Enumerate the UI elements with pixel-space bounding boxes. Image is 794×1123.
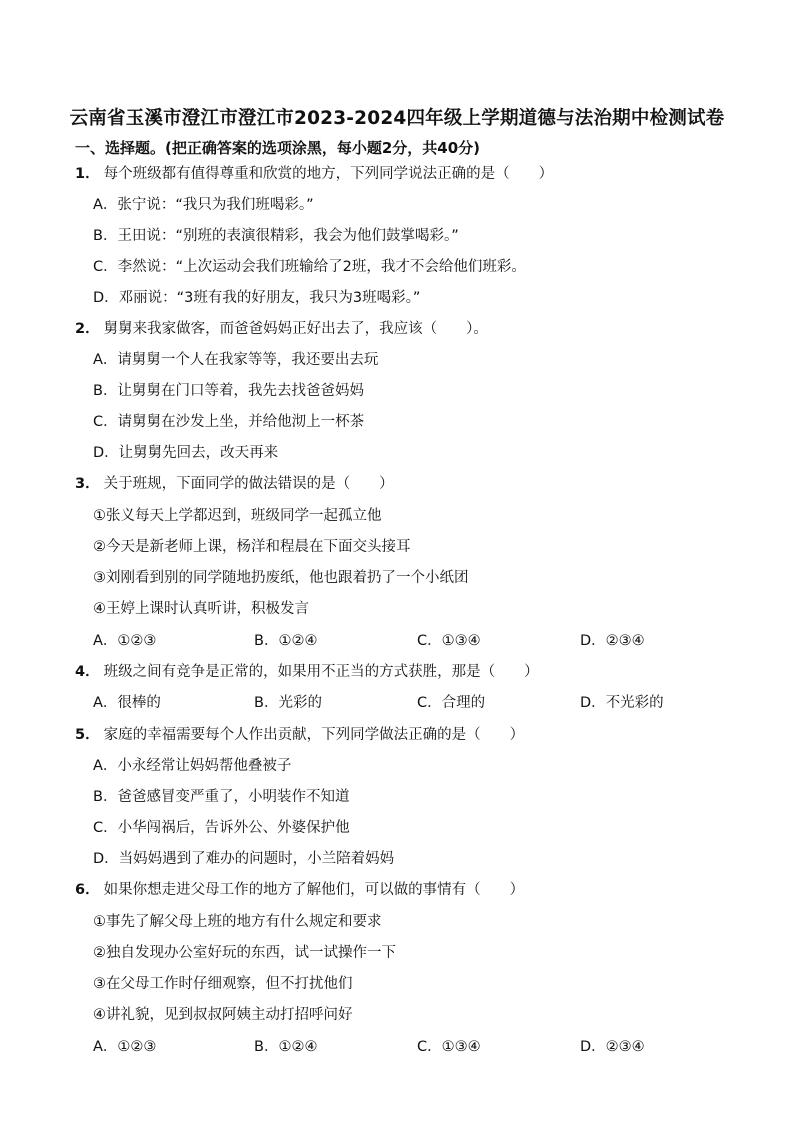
question-number: 3．	[75, 476, 100, 492]
question-6	[75, 880, 524, 900]
question-number: 1．	[75, 166, 100, 182]
question-5	[75, 725, 524, 745]
q5-option-c: C．小华闯祸后，告诉外公、外婆保护他	[93, 820, 350, 836]
q6-choice-c: C．①③④	[417, 1039, 481, 1055]
q1-option-c: C．李然说：“上次运动会我们班输给了2班，我才不会给他们班彩。	[93, 259, 526, 275]
q6-statement-4: ④讲礼貌，见到叔叔阿姨主动打招呼问好	[93, 1007, 353, 1023]
q2-option-c: C．请舅舅在沙发上坐，并给他沏上一杯茶	[93, 414, 365, 430]
q6-statement-1: ①事先了解父母上班的地方有什么规定和要求	[93, 914, 382, 930]
q3-statement-3: ③刘刚看到别的同学随地扔废纸，他也跟着扔了一个小纸团	[93, 570, 469, 586]
q2-option-b: B．让舅舅在门口等着，我先去找爸爸妈妈	[93, 383, 364, 399]
q1-option-a: A．张宁说：“我只为我们班喝彩。”	[93, 197, 314, 213]
question-stem: 如果你想走进父母工作的地方了解他们，可以做的事情有（ ）	[103, 882, 525, 898]
q4-choice-c: C．合理的	[417, 695, 486, 711]
q5-option-b: B．爸爸感冒变严重了，小明装作不知道	[93, 789, 350, 805]
exam-title: 云南省玉溪市澄江市澄江市2023-2024四年级上学期道德与法治期中检测试卷	[69, 108, 725, 129]
q3-choice-d: D．②③④	[580, 633, 645, 649]
question-1	[75, 164, 553, 184]
question-number: 4．	[75, 664, 100, 680]
q2-option-a: A．请舅舅一个人在我家等等，我还要出去玩	[93, 352, 379, 368]
question-stem: 舅舅来我家做客，而爸爸妈妈正好出去了，我应该（ ）。	[103, 321, 488, 337]
q6-choice-a: A．①②③	[93, 1039, 157, 1055]
q4-choice-a: A．很棒的	[93, 695, 161, 711]
q6-choice-b: B．①②④	[254, 1039, 318, 1055]
q4-choice-b: B．光彩的	[254, 695, 322, 711]
q2-option-d: D．让舅舅先回去，改天再来	[93, 445, 279, 461]
q3-choice-a: A．①②③	[93, 633, 157, 649]
q3-choice-b: B．①②④	[254, 633, 318, 649]
question-2	[75, 319, 488, 339]
q5-option-a: A．小永经常让妈妈帮他叠被子	[93, 758, 292, 774]
question-stem: 关于班规，下面同学的做法错误的是（ ）	[103, 476, 394, 492]
question-number: 2．	[75, 321, 100, 337]
q5-option-d: D．当妈妈遇到了难办的问题时，小兰陪着妈妈	[93, 851, 395, 867]
question-stem: 班级之间有竞争是正常的，如果用不正当的方式获胜，那是（ ）	[103, 664, 539, 680]
q3-statement-2: ②今天是新老师上课，杨洋和程晨在下面交头接耳	[93, 539, 411, 555]
section-heading: 一、选择题。(把正确答案的选项涂黑，每小题2分，共40分)	[75, 139, 481, 157]
q6-statement-2: ②独自发现办公室好玩的东西，试一试操作一下	[93, 945, 396, 961]
question-3	[75, 474, 394, 494]
question-number: 5．	[75, 727, 100, 743]
q1-option-b: B．王田说：“别班的表演很精彩，我会为他们鼓掌喝彩。”	[93, 228, 459, 244]
question-stem: 家庭的幸福需要每个人作出贡献，下列同学做法正确的是（ ）	[103, 727, 525, 743]
q6-choice-d: D．②③④	[580, 1039, 645, 1055]
question-number: 6．	[75, 882, 100, 898]
question-4	[75, 662, 539, 682]
q4-choice-d: D．不光彩的	[580, 695, 664, 711]
q6-statement-3: ③在父母工作时仔细观察，但不打扰他们	[93, 976, 353, 992]
q3-statement-4: ④王婷上课时认真听讲，积极发言	[93, 601, 309, 617]
q3-choice-c: C．①③④	[417, 633, 481, 649]
q3-statement-1: ①张义每天上学都迟到，班级同学一起孤立他	[93, 508, 382, 524]
q1-option-d: D．邓丽说：“3班有我的好朋友，我只为3班喝彩。”	[93, 290, 421, 306]
question-stem: 每个班级都有值得尊重和欣赏的地方，下列同学说法正确的是（ ）	[103, 166, 554, 182]
